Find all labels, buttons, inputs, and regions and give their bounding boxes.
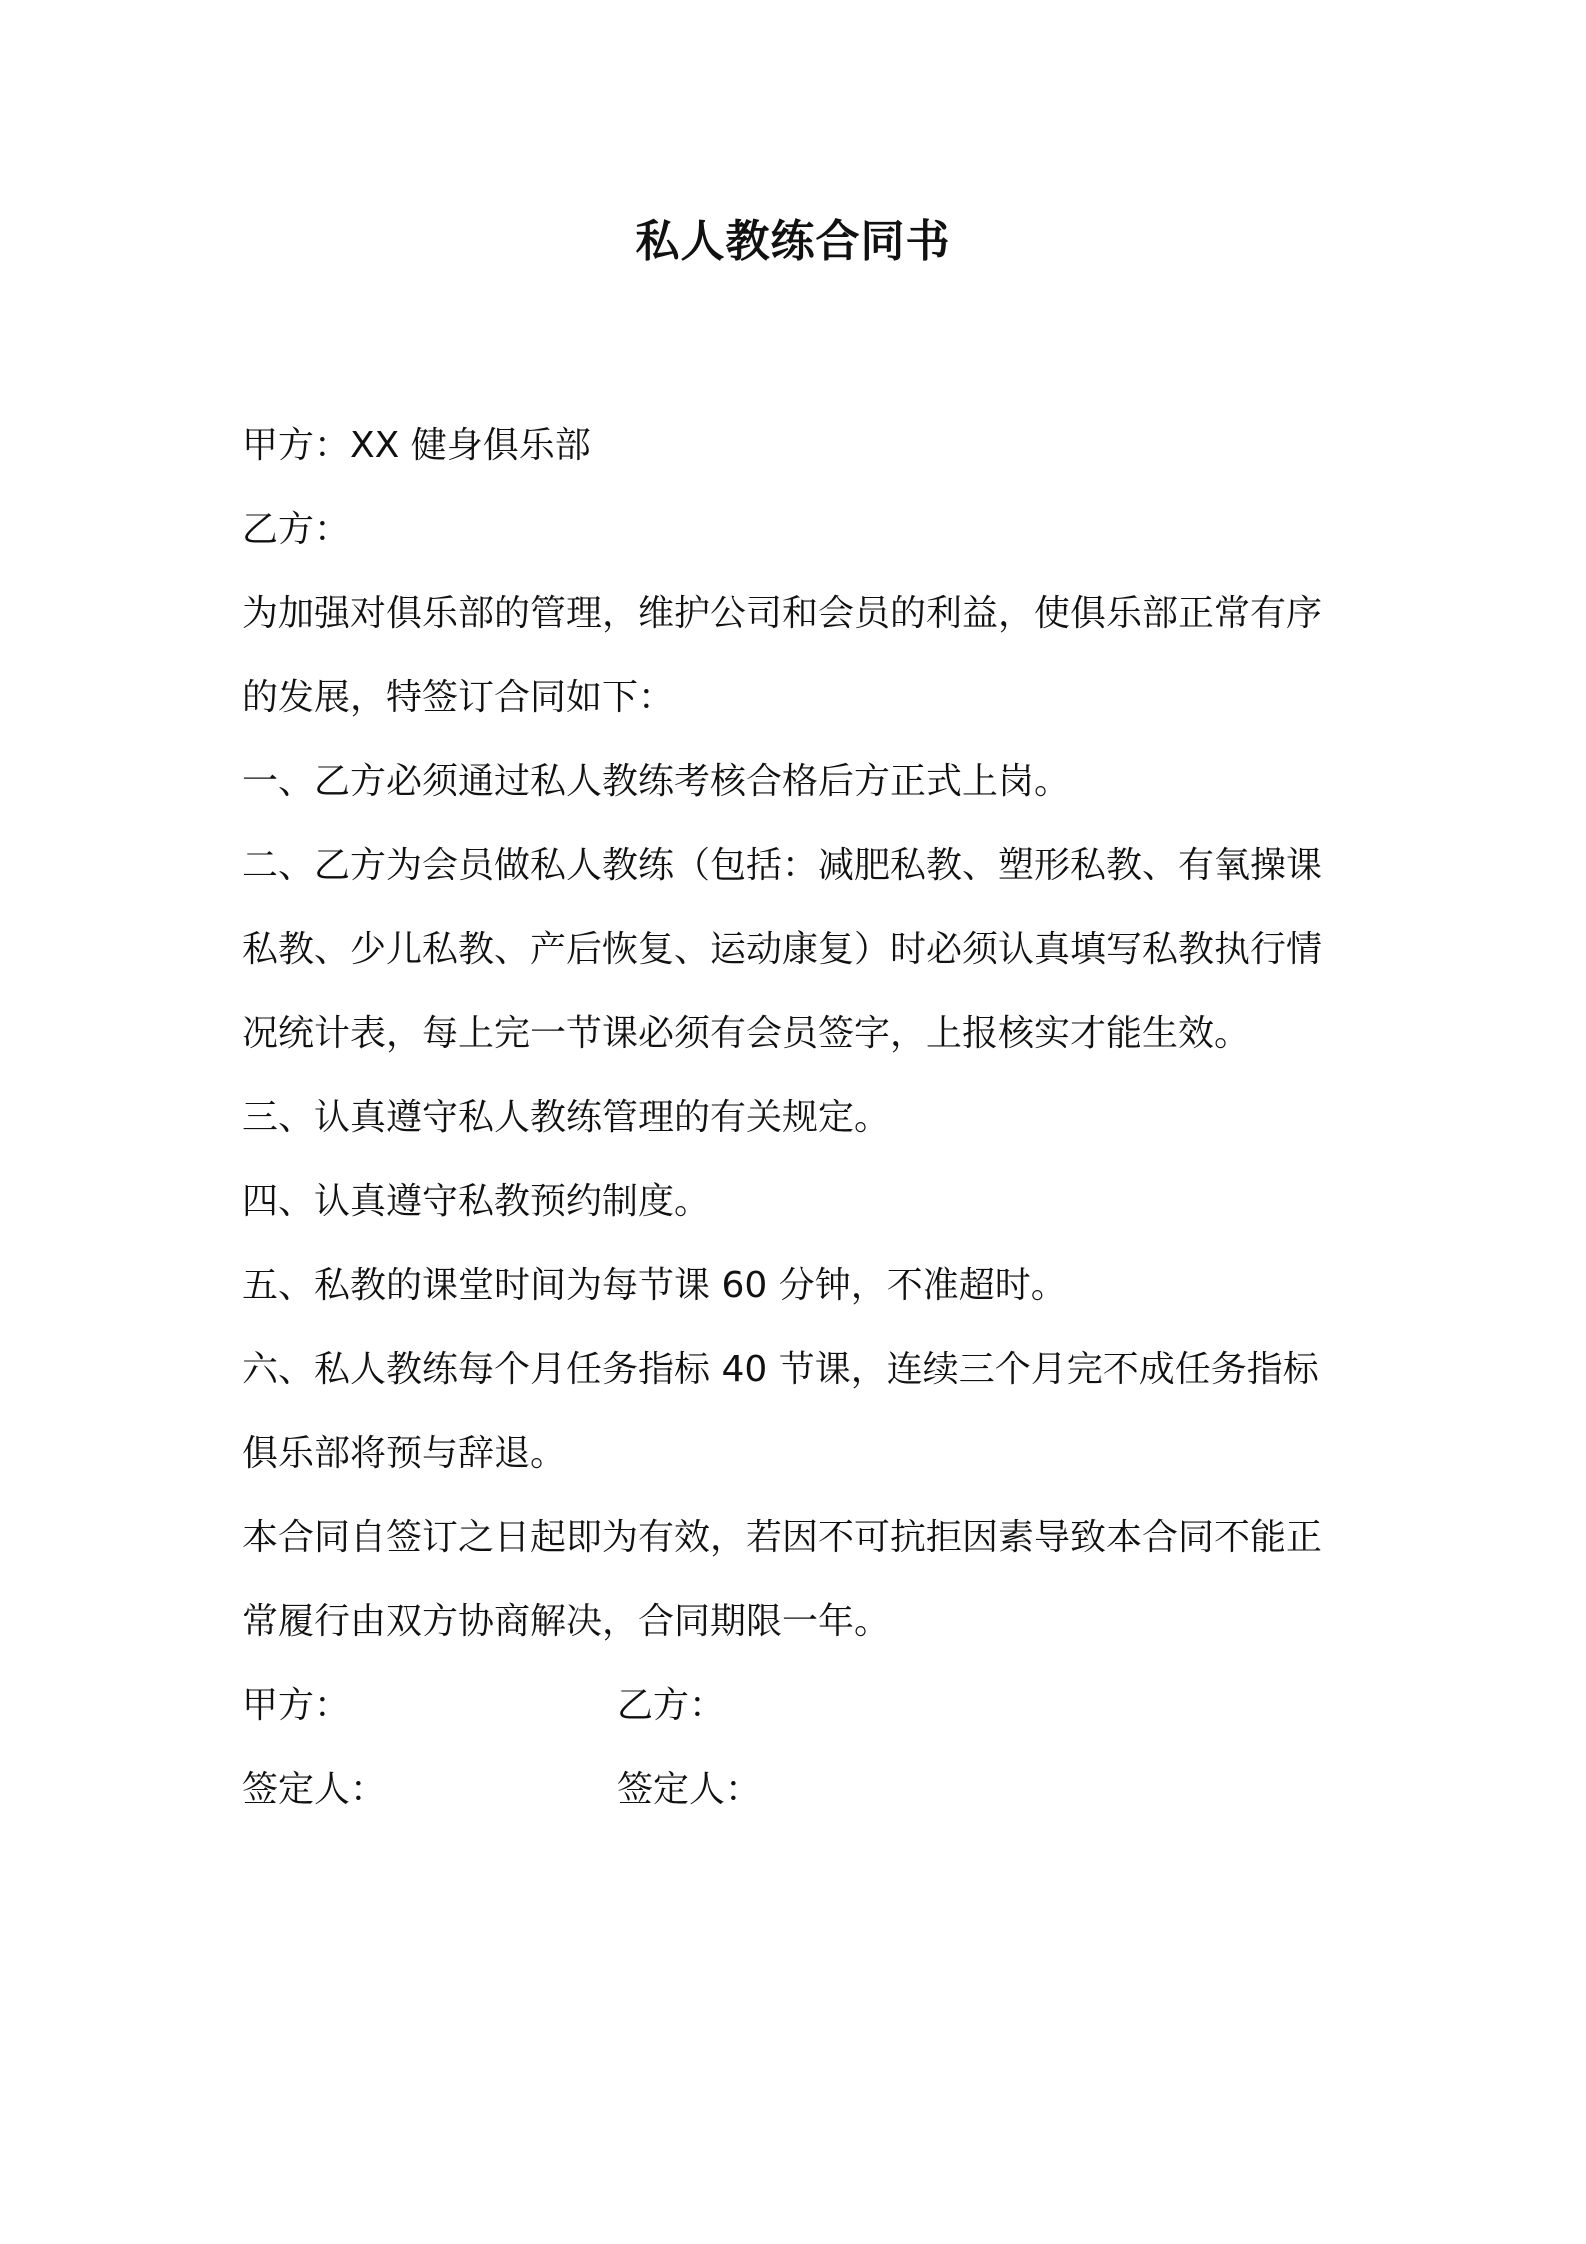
signature-party-a-label: 甲方：: [242, 1685, 351, 1726]
party-a-line: 甲方：XX 健身俱乐部: [242, 425, 591, 466]
intro-line: 为加强对俱乐部的管理，维护公司和会员的利益，使俱乐部正常有序: [242, 593, 1323, 634]
closing-line: 本合同自签订之日起即为有效，若因不可抗拒因素导致本合同不能正: [242, 1517, 1323, 1558]
clause-line: 二、乙方为会员做私人教练（包括：减肥私教、塑形私教、有氧操课: [242, 845, 1323, 886]
signature-party-b-label: 乙方：: [617, 1685, 726, 1726]
signer-a-label: 签定人：: [242, 1769, 387, 1810]
clause-line: 五、私教的课堂时间为每节课 60 分钟，不准超时。: [242, 1265, 1067, 1306]
contract-body: [242, 404, 1352, 1832]
intro-line: 的发展，特签订合同如下：: [242, 677, 675, 718]
party-b-line: 乙方：: [242, 509, 351, 550]
signer-b-label: 签定人：: [617, 1769, 762, 1810]
clause-line: 况统计表，每上完一节课必须有会员签字，上报核实才能生效。: [242, 1013, 1251, 1054]
clause-line: 六、私人教练每个月任务指标 40 节课，连续三个月完不成任务指标: [242, 1349, 1319, 1390]
signature-party-row: [242, 1664, 1352, 1748]
signature-signer-row: [242, 1748, 1352, 1832]
clause-line: 四、认真遵守私教预约制度。: [242, 1181, 711, 1222]
closing-line: 常履行由双方协商解决，合同期限一年。: [242, 1601, 891, 1642]
clause-line: 私教、少儿私教、产后恢复、运动康复）时必须认真填写私教执行情: [242, 929, 1323, 970]
document-title: 私人教练合同书: [635, 216, 951, 267]
clause-line: 三、认真遵守私人教练管理的有关规定。: [242, 1097, 891, 1138]
clause-line: 俱乐部将预与辞退。: [242, 1433, 567, 1474]
clause-line: 一、乙方必须通过私人教练考核合格后方正式上岗。: [242, 761, 1071, 802]
